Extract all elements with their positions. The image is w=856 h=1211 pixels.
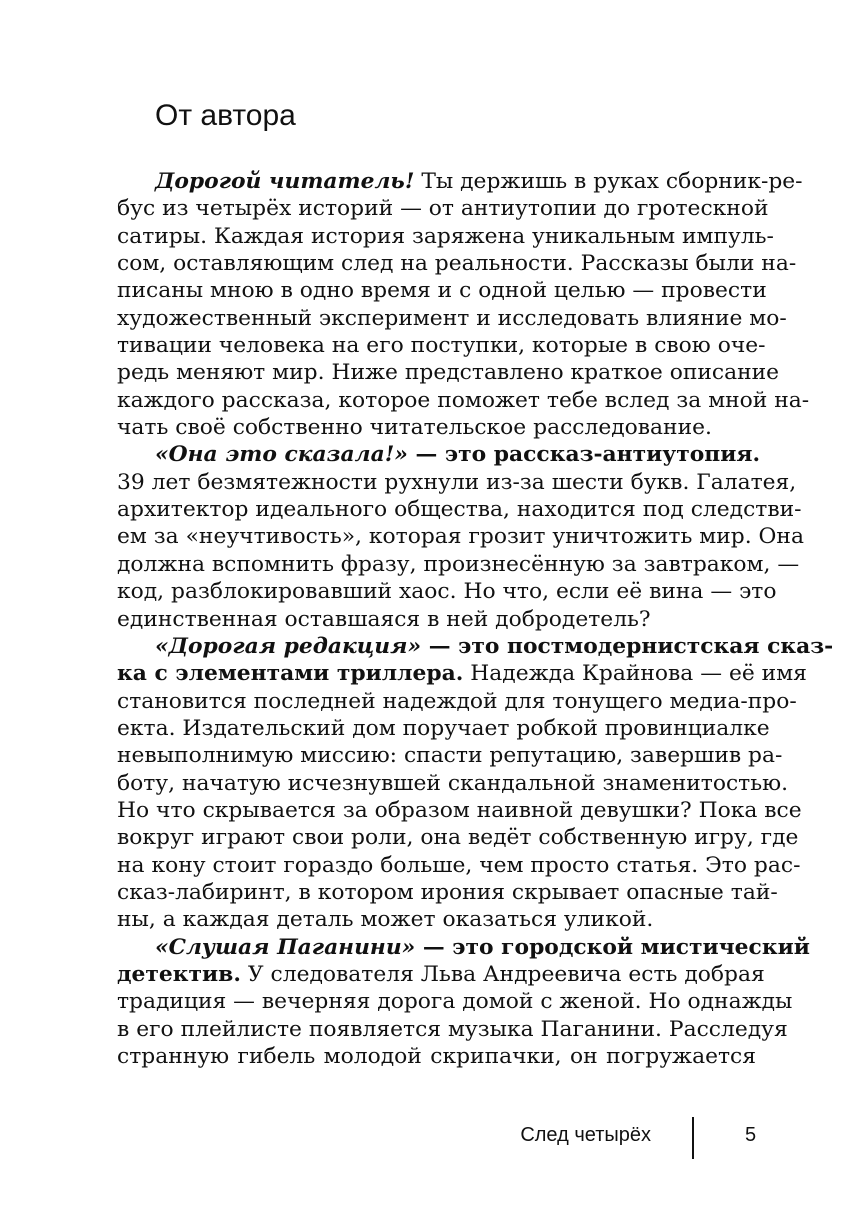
text-line: Дорогой читатель! Ты держишь в руках сборник-ре-	[155, 169, 803, 194]
text-line: чать своё собственно читательское расследование.	[117, 415, 712, 441]
text-line: на кону стоит гораздо больше, чем просто статья. Это рас-	[117, 852, 801, 878]
text-line: Но что скрывается за образом наивной девушки? Пока все	[117, 797, 802, 823]
text-line: вокруг играют свои роли, она ведёт собственную игру, где	[117, 825, 799, 851]
running-footer-title: След четырёх	[520, 1124, 651, 1146]
text-line: единственная оставшаяся в ней добродетель?	[117, 606, 651, 632]
text-line: писаны мною в одно время и с одной целью — провести	[117, 278, 767, 304]
text-line: в его плейлисте появляется музыка Паганини. Расследуя	[117, 1016, 788, 1042]
text-line: боту, начатую исчезнувшей скандальной знаменитостью.	[117, 770, 789, 796]
text-line: становится последней надеждой для тонущего медиа-про-	[117, 688, 797, 714]
story-genre: детектив.	[117, 961, 241, 987]
text-line: традиция — вечерняя дорога домой с женой. Но однажды	[117, 989, 793, 1015]
story-genre: — это городской мистический	[415, 934, 810, 960]
text-line: невыполнимую миссию: спасти репутацию, завершив ра-	[117, 743, 783, 769]
text-line: бус из четырёх историй — от антиутопии до гротескной	[117, 196, 769, 222]
body-text	[117, 168, 834, 1070]
text-line: странную гибель молодой скрипачки, он погружается	[117, 1044, 756, 1069]
story-genre: — это постмодернистская сказ-	[421, 633, 834, 659]
text-line: ка с элементами триллера. Надежда Крайнова — её имя	[117, 661, 807, 687]
text-line: 39 лет безмятежности рухнули из-за шести букв. Галатея,	[117, 469, 797, 495]
text-line: код, разблокировавший хаос. Но что, если её вина — это	[117, 579, 777, 605]
text-line: каждого рассказа, которое поможет тебе вслед за мной на-	[117, 387, 810, 413]
text-line: ны, а каждая деталь может оказаться уликой.	[117, 907, 654, 933]
text-line: сатиры. Каждая история заряжена уникальным импуль-	[117, 223, 774, 249]
footer-divider	[692, 1117, 694, 1159]
text-line: редь меняют мир. Ниже представлено краткое описание	[117, 360, 780, 386]
text-line: должна вспомнить фразу, произнесённую за завтраком, —	[117, 551, 800, 577]
story-title: «Она это сказала!»	[155, 442, 408, 468]
page-number: 5	[745, 1124, 757, 1146]
text-line: ем за «неучтивость», которая грозит уничтожить мир. Она	[117, 524, 804, 550]
text-line: сом, оставляющим след на реальности. Рассказы были на-	[117, 251, 797, 277]
text-line: художественный эксперимент и исследовать влияние мо-	[117, 305, 787, 331]
text-line	[117, 934, 810, 961]
story-title: «Дорогая редакция»	[155, 633, 422, 659]
text-line: тивации человека на его поступки, которые в свою оче-	[117, 333, 766, 359]
page-title: От автора	[155, 99, 296, 132]
text-line	[117, 633, 834, 660]
story-title: «Слушая Паганини»	[155, 934, 416, 960]
text-line: архитектор идеального общества, находится под следстви-	[117, 497, 802, 523]
text-line: детектив. У следователя Льва Андреевича есть добрая	[117, 961, 765, 987]
story-genre: ка с элементами триллера.	[117, 661, 464, 687]
story-genre: — это рассказ-антиутопия.	[407, 442, 761, 468]
text-line: екта. Издательский дом поручает робкой провинциалке	[117, 715, 770, 741]
text-line: сказ-лабиринт, в котором ирония скрывает опасные тай-	[117, 879, 778, 905]
greeting: Дорогой читатель!	[155, 169, 415, 194]
text-line	[117, 441, 761, 468]
